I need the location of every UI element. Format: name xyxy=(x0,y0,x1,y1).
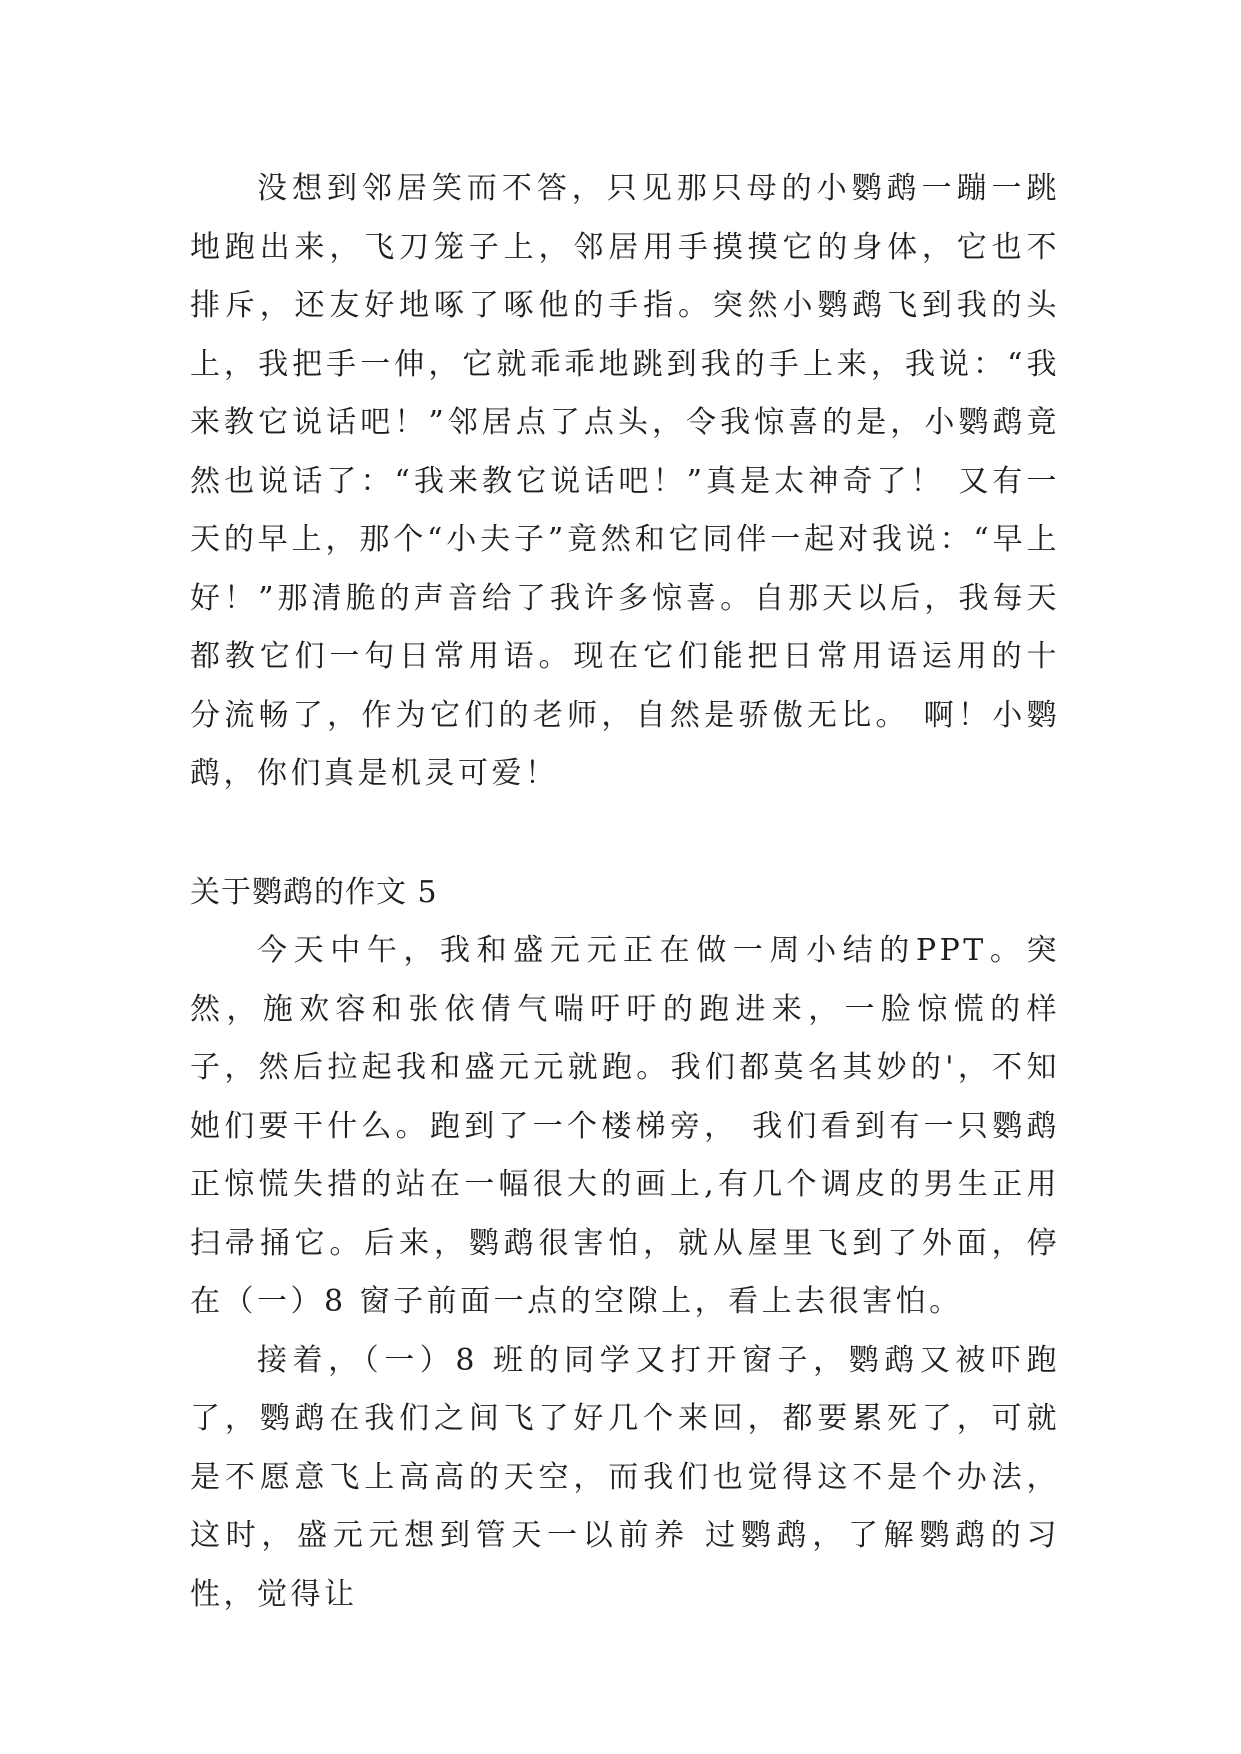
paragraph-parrot-story-ending: 没想到邻居笑而不答，只见那只母的小鹦鹉一蹦一跳地跑出来，飞刀笼子上，邻居用手摸摸它的身体，它也不排斥，还友好地啄了啄他的手指。突然小鹦鹉飞到我的头上，我把手一伸，它就乖乖地跳到我的手上来，我说：“我来教它说话吧！”邻居点了点头，令我惊喜的是，小鹦鹉竟然也说话了：“我来教它说话吧！”真是太神奇了！ 又有一天的早上，那个“小夫子”竟然和它同伴一起对我说：“早上好！”那清脆的声音给了我许多惊喜。自那天以后，我每天都教它们一句日常用语。现在它们能把日常用语运用的十分流畅了，作为它们的老师，自然是骄傲无比。 啊！小鹦鹉，你们真是机灵可爱！ xyxy=(190,171,1060,791)
section-heading: 关于鹦鹉的作文 5 xyxy=(190,874,438,910)
paragraph-section-1: 今天中午，我和盛元元正在做一周小结的PPT。突然，施欢容和张依倩气喘吁吁的跑进来，一脸惊慌的样子，然后拉起我和盛元元就跑。我们都莫名其妙的'，不知她们要干什么。跑到了一个楼梯旁， 我们看到有一只鹦鹉正惊慌失措的站在一幅很大的画上,有几个调皮的男生正用扫帚捅它。后来，鹦鹉很害怕，就从屋里飞到了外面，停在（一）8 窗子前面一点的空隙上，看上去很害怕。 xyxy=(190,933,1060,1319)
paragraph-section-2: 接着，（一）8 班的同学又打开窗子，鹦鹉又被吓跑了，鹦鹉在我们之间飞了好几个来回，都要累死了，可就是不愿意飞上高高的天空，而我们也觉得这不是个办法，这时，盛元元想到管天一以前养 过鹦鹉，了解鹦鹉的习性，觉得让 xyxy=(190,1342,1060,1612)
section-spacer xyxy=(190,804,1060,864)
document-body xyxy=(190,160,1060,1624)
